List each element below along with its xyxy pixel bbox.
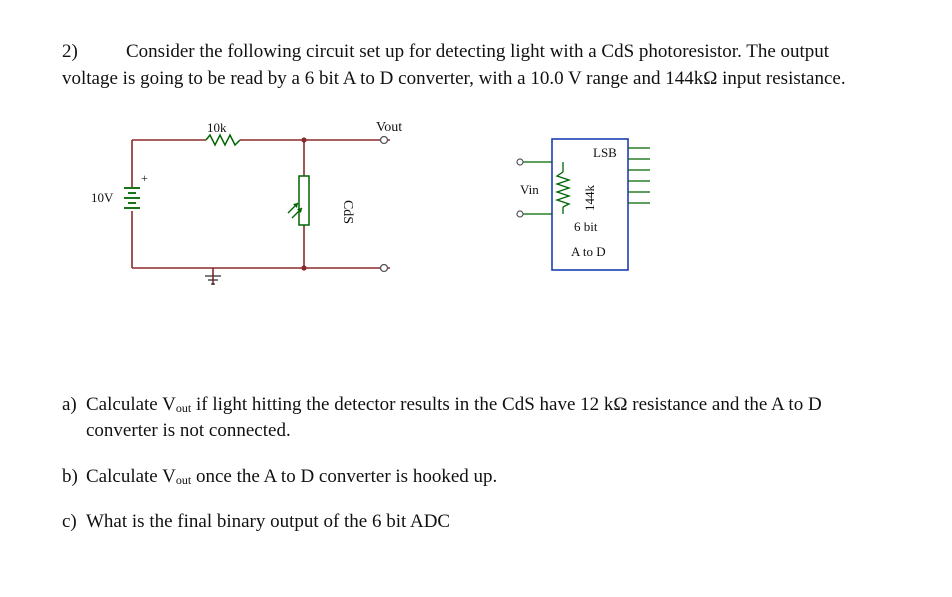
lsb-label: LSB [593,145,617,160]
ground-terminal [381,265,388,272]
circuit-diagram [0,110,952,410]
resistor-144k-label: 144k [582,185,597,211]
question-c [62,509,450,535]
intro-line-2: voltage is going to be read by a 6 bit A to D converter, with a 10.0 V range and 144kΩ input resistance. [62,68,846,89]
source-voltage-label: 10V [91,190,114,205]
adc-output-lines [628,148,650,203]
intro-line-1: Consider the following circuit set up for detecting light with a CdS photoresistor. The output [126,41,830,62]
cds-label: CdS [340,199,355,225]
question-a [62,392,922,444]
question-b-pre: Calculate V [86,466,176,487]
vin-terminal-top [517,159,523,165]
vin-terminal-bottom [517,211,523,217]
cds-photoresistor [288,176,309,225]
battery-10v [124,188,140,208]
question-b [62,464,497,490]
problem-intro [62,38,910,92]
question-a-pre: Calculate V [86,394,176,415]
question-b-label: b) [62,466,78,487]
junction-dot-bottom [301,265,306,270]
battery-plus-sign: + [141,171,148,185]
question-a-label: a) [62,394,77,415]
resistor-10k [206,135,240,145]
vin-label: Vin [520,182,539,197]
question-c-label: c) [62,511,77,532]
vout-label: Vout [376,120,403,135]
question-a-line-2: converter is not connected. [86,420,291,441]
question-a-post: if light hitting the detector results in the CdS have 12 kΩ resistance and the A to D [191,394,822,415]
problem-number: 2) [62,41,78,62]
vout-terminal [381,137,388,144]
adc-name-label: A to D [571,244,606,259]
adc-bits-label: 6 bit [574,219,598,234]
junction-dot-top [301,137,306,142]
question-b-sub: out [175,473,192,487]
question-c-text: What is the final binary output of the 6 bit ADC [86,511,451,532]
question-a-sub: out [175,401,192,415]
question-b-post: once the A to D converter is hooked up. [191,466,498,487]
resistor-10k-label: 10k [207,120,227,135]
